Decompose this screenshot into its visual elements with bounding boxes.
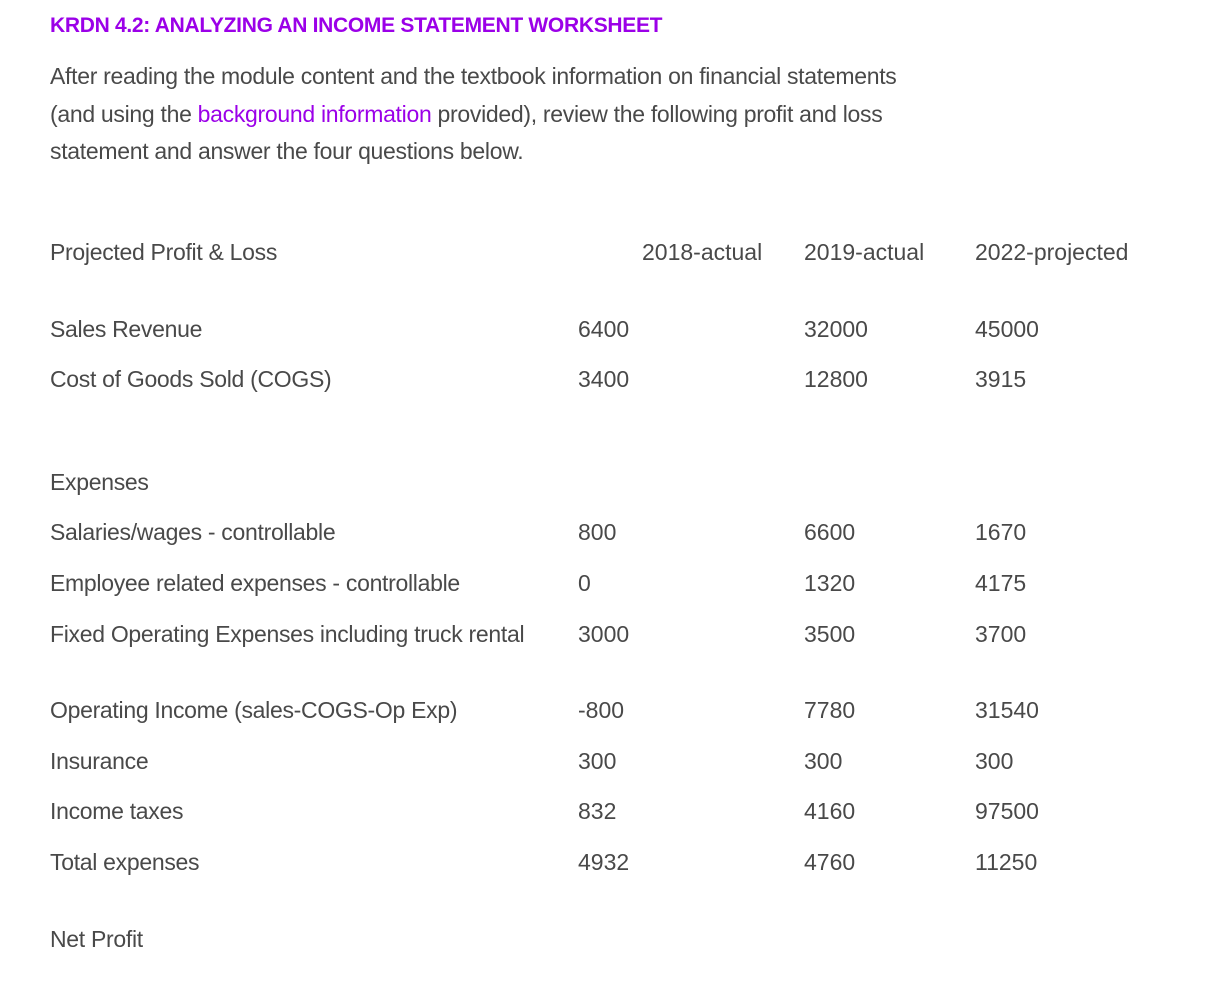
sales-revenue-2019: 32000 — [804, 316, 868, 342]
income-taxes-2022: 97500 — [975, 798, 1039, 824]
row-label-total-expenses: Total expenses — [50, 849, 200, 875]
column-header-2019: 2019-actual — [804, 239, 925, 265]
salaries-2019: 6600 — [804, 519, 856, 545]
row-label-salaries: Salaries/wages - controllable — [50, 519, 336, 545]
operating-income-2018: -800 — [578, 697, 625, 723]
salaries-2018: 800 — [578, 519, 617, 545]
insurance-2019: 300 — [804, 748, 843, 774]
sales-revenue-2018: 6400 — [578, 316, 630, 342]
row-label-income-taxes: Income taxes — [50, 798, 184, 824]
employee-expenses-2019: 1320 — [804, 570, 856, 596]
fixed-operating-2022: 3700 — [975, 621, 1027, 647]
column-header-2022: 2022-projected — [975, 239, 1129, 265]
operating-income-2019: 7780 — [804, 697, 856, 723]
fixed-operating-2018: 3000 — [578, 621, 630, 647]
total-expenses-2018: 4932 — [578, 849, 630, 875]
intro-line-3: statement and answer the four questions below. — [50, 138, 524, 164]
row-label-insurance: Insurance — [50, 748, 149, 774]
cogs-2019: 12800 — [804, 366, 868, 392]
table-header-label: Projected Profit & Loss — [50, 239, 278, 265]
employee-expenses-2018: 0 — [578, 570, 591, 596]
background-information-link[interactable]: background information — [197, 100, 432, 127]
intro-paragraph — [50, 58, 1050, 171]
cogs-2018: 3400 — [578, 366, 630, 392]
total-expenses-2022: 11250 — [975, 849, 1038, 875]
cogs-2022: 3915 — [975, 366, 1027, 392]
row-label-cogs: Cost of Goods Sold (COGS) — [50, 366, 332, 392]
column-header-2018: 2018-actual — [642, 239, 763, 265]
insurance-2022: 300 — [975, 748, 1014, 774]
row-label-fixed-operating: Fixed Operating Expenses including truck rental — [50, 621, 525, 647]
row-label-net-profit: Net Profit — [50, 926, 143, 952]
intro-line-2-after: provided), review the following profit and loss — [431, 100, 883, 127]
fixed-operating-2019: 3500 — [804, 621, 856, 647]
insurance-2018: 300 — [578, 748, 617, 774]
income-taxes-2018: 832 — [578, 798, 617, 824]
row-label-sales-revenue: Sales Revenue — [50, 316, 203, 342]
intro-line-2-before: (and using the — [50, 100, 198, 127]
row-label-expenses: Expenses — [50, 469, 149, 495]
intro-line-1: After reading the module content and the textbook information on financial statements — [50, 63, 897, 89]
salaries-2022: 1670 — [975, 519, 1027, 545]
income-taxes-2019: 4160 — [804, 798, 856, 824]
sales-revenue-2022: 45000 — [975, 316, 1039, 342]
row-label-operating-income: Operating Income (sales-COGS-Op Exp) — [50, 697, 458, 723]
page-title: KRDN 4.2: ANALYZING AN INCOME STATEMENT WORKSHEET — [50, 14, 663, 37]
operating-income-2022: 31540 — [975, 697, 1039, 723]
employee-expenses-2022: 4175 — [975, 570, 1027, 596]
total-expenses-2019: 4760 — [804, 849, 856, 875]
row-label-employee-expenses: Employee related expenses - controllable — [50, 570, 460, 596]
